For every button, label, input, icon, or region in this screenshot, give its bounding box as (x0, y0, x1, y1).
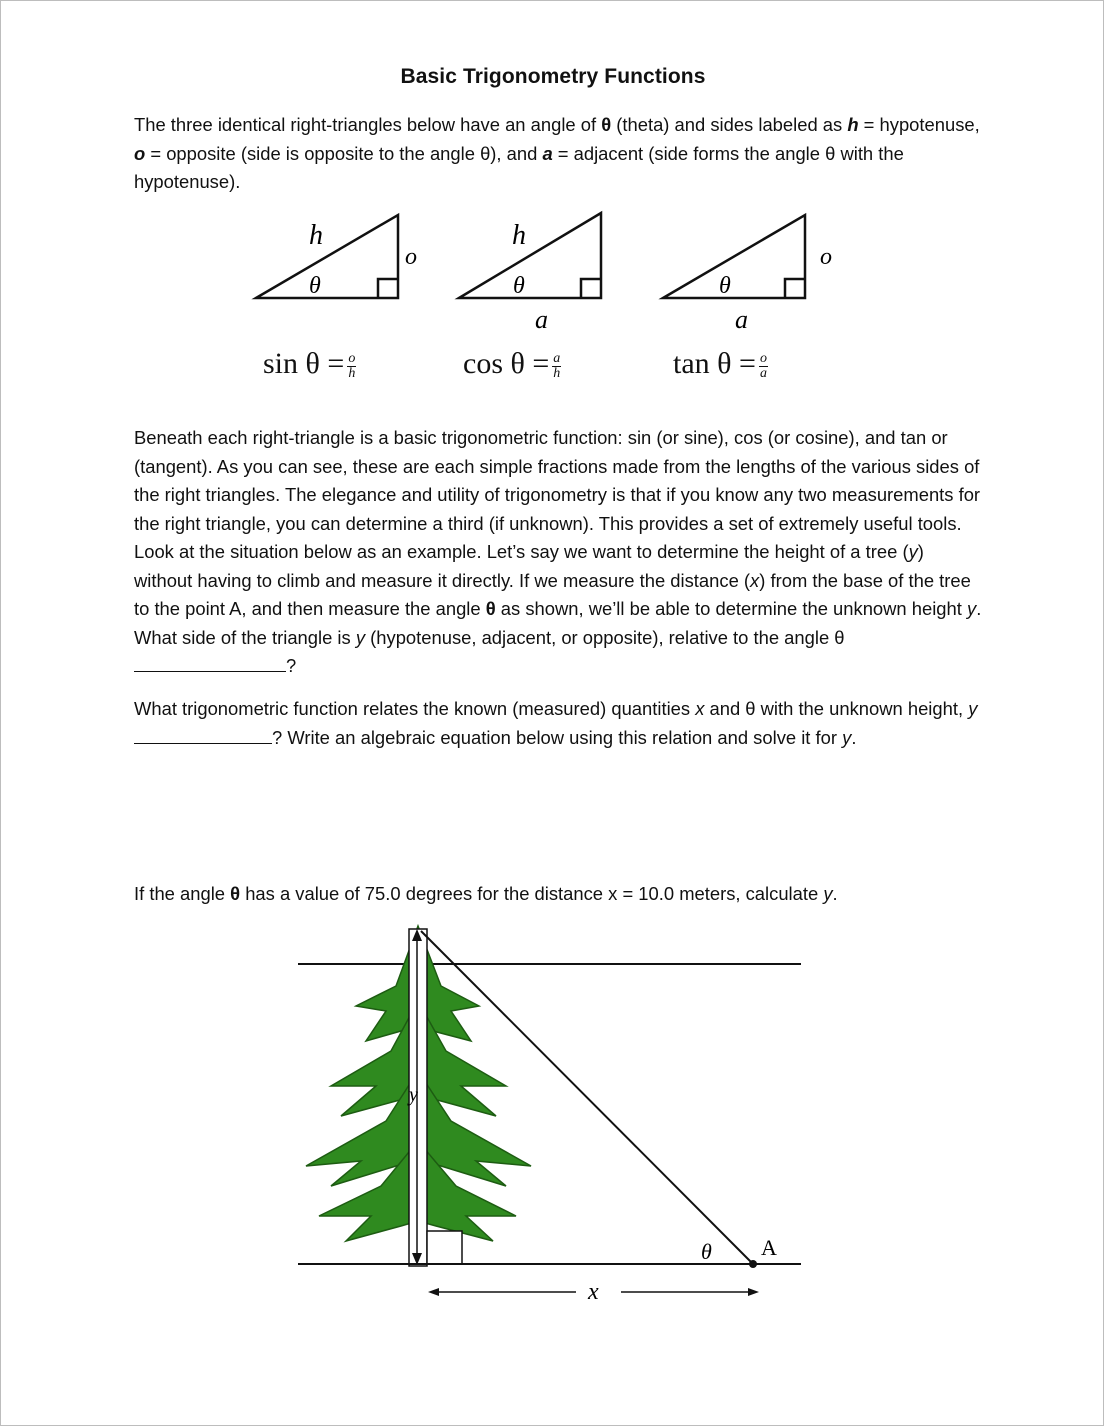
text: and θ with the unknown height, (704, 698, 969, 719)
text: (theta) and sides labeled as (611, 114, 848, 135)
denominator: h (348, 365, 356, 381)
height-measurement-figure (1, 1, 1104, 1427)
text: ) from the base of the tree to the point A, and then measure the angle (134, 569, 971, 619)
point-a-marker (749, 1260, 757, 1268)
text: The three identical right-triangles below have an angle of (134, 114, 602, 135)
denominator: h (553, 365, 561, 381)
label-a: a (735, 305, 748, 334)
y-symbol: y (966, 598, 977, 619)
x-label: x (588, 1279, 599, 1305)
text: ? Write an algebraic equation below using this relation and solve it for (272, 726, 843, 748)
text: has a value of 75.0 degrees for the distance x = 10.0 meters, calculate (240, 883, 824, 904)
label-h: h (309, 220, 323, 251)
formula-name: cos θ = (463, 347, 550, 380)
text: . What side of the triangle is (134, 598, 982, 648)
label-theta: θ (513, 273, 525, 299)
point-a-label: A (761, 1235, 777, 1260)
text: . (832, 883, 838, 904)
y-label: y (409, 1084, 418, 1106)
label-a: a (535, 305, 548, 334)
text: = opposite (side is opposite to the angle θ), and (145, 142, 543, 164)
formula-name: sin θ = (263, 347, 345, 380)
y-symbol: y (842, 726, 852, 748)
text: What trigonometric function relates the known (measured) quantities (134, 698, 696, 719)
y-symbol: y (355, 626, 366, 648)
numerator: a (553, 350, 561, 366)
numerator: o (348, 350, 356, 366)
theta-label: θ (701, 1239, 712, 1264)
x-symbol: x (750, 569, 760, 591)
label-o: o (820, 244, 832, 270)
text: as shown, we’ll be able to determine the unknown height (495, 598, 967, 619)
label-theta: θ (719, 273, 731, 299)
text: Beneath each right-triangle is a basic trigonometric function: sin (or sine), cos (or cosine), and tan or (tangent). As you can see, these are each simple fractions made from the lengths of the various sides of the right triangles. The elegance and utility of trigonometry is that if you know any two measurements for the right triangle, you can determine a third (if unknown). This provides a set of extremely useful tools. Look at the situation below as an example. Let’s say we want to determine the height of a tree ( (134, 427, 981, 562)
numerator: o (759, 350, 767, 366)
y-symbol: y (908, 541, 918, 562)
label-h: h (512, 220, 526, 251)
y-symbol: y (823, 883, 833, 904)
text: = hypotenuse, (858, 114, 980, 135)
theta-symbol: θ (485, 598, 496, 619)
formula-name: tan θ = (673, 347, 756, 380)
label-o: o (405, 244, 417, 270)
text: = adjacent (side forms the angle θ with the hypotenuse). (134, 142, 904, 192)
o-symbol: o (134, 142, 146, 164)
theta-symbol: θ (601, 114, 612, 135)
text: ? (286, 655, 297, 676)
text: ) without having to climb and measure it directly. If we measure the distance ( (134, 541, 924, 591)
text: If the angle (134, 883, 231, 904)
text: . (851, 726, 857, 748)
label-theta: θ (309, 273, 321, 299)
y-symbol: y (968, 698, 978, 719)
text: (hypotenuse, adjacent, or opposite), relative to the angle θ (365, 626, 845, 648)
h-symbol: h (847, 114, 859, 135)
theta-symbol: θ (230, 883, 241, 904)
x-symbol: x (695, 698, 705, 719)
denominator: a (759, 365, 767, 381)
page-title: Basic Trigonometry Functions (400, 65, 706, 88)
a-symbol: a (542, 142, 553, 164)
